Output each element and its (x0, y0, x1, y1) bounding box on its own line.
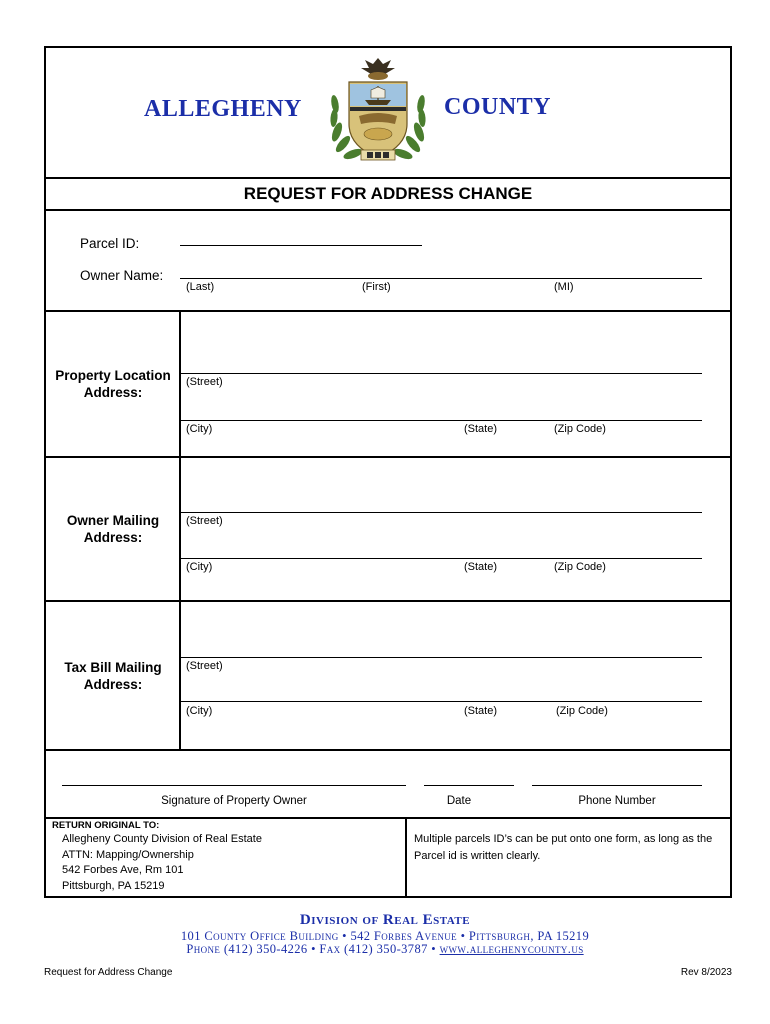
tax-city-field[interactable] (180, 701, 702, 702)
header-right-word: COUNTY (444, 94, 552, 120)
owner-street-field[interactable] (180, 512, 702, 513)
footer-website-link[interactable]: www.alleghenycounty.us (439, 942, 584, 956)
section-label-line1: Tax Bill Mailing (64, 660, 162, 675)
return-line: 542 Forbes Ave, Rm 101 (62, 864, 184, 876)
parcel-id-label: Parcel ID: (80, 236, 140, 251)
owner-state-caption: (State) (464, 561, 498, 573)
tax-state-caption: (State) (464, 705, 498, 717)
footer-phone-fax: Phone (412) 350-4226 • Fax (412) 350-3787 • (186, 942, 440, 956)
signature-field[interactable] (62, 785, 406, 786)
section-label-line2: Address: (83, 530, 143, 545)
tax-street-caption: (Street) (186, 660, 223, 672)
phone-field[interactable] (532, 785, 702, 786)
form-revision: Rev 8/2023 (680, 967, 732, 978)
property-street-field[interactable] (180, 373, 702, 374)
owner-city-field[interactable] (180, 558, 702, 559)
tax-bill-mailing-label (46, 659, 180, 693)
date-field[interactable] (424, 785, 514, 786)
form-title: REQUEST FOR ADDRESS CHANGE (243, 184, 533, 203)
section-divider-1 (44, 456, 732, 458)
owner-name-label: Owner Name: (80, 268, 164, 283)
sections-top-divider (44, 310, 732, 312)
phone-label: Phone Number (578, 795, 656, 807)
property-zip-caption: (Zip Code) (554, 423, 606, 435)
county-seal-icon (325, 54, 431, 172)
tax-street-field[interactable] (180, 657, 702, 658)
owner-city-caption: (City) (186, 561, 213, 573)
section-label-line2: Address: (83, 385, 143, 400)
return-divider (44, 817, 732, 819)
return-line: Pittsburgh, PA 15219 (62, 880, 165, 892)
owner-street-caption: (Street) (186, 515, 223, 527)
parcel-id-field[interactable] (180, 245, 422, 246)
form-name: Request for Address Change (44, 967, 173, 978)
owner-mi-caption: (MI) (554, 281, 574, 293)
owner-name-field[interactable] (180, 278, 702, 279)
section-label-line1: Owner Mailing (66, 513, 160, 528)
property-street-caption: (Street) (186, 376, 223, 388)
title-divider (44, 209, 732, 211)
return-title: RETURN ORIGINAL TO: (52, 820, 160, 831)
owner-mailing-label (46, 512, 180, 546)
section-label-line2: Address: (83, 677, 143, 692)
section-divider-2 (44, 600, 732, 602)
date-label: Date (446, 795, 472, 807)
multiple-parcels-note: Multiple parcels ID’s can be put onto one form, as long as the Parcel id is written clearly. (414, 833, 713, 862)
owner-last-caption: (Last) (186, 281, 215, 293)
form-frame (44, 46, 732, 898)
footer-division-title: Division of Real Estate (299, 912, 471, 928)
header-divider (44, 177, 732, 179)
property-location-label (46, 367, 180, 401)
property-state-caption: (State) (464, 423, 498, 435)
sections-bottom-divider (44, 749, 732, 751)
footer-contact (0, 942, 770, 957)
return-vertical-divider (405, 817, 407, 897)
section-label-line1: Property Location (55, 368, 171, 383)
owner-zip-caption: (Zip Code) (554, 561, 606, 573)
property-city-caption: (City) (186, 423, 213, 435)
signature-label: Signature of Property Owner (161, 795, 307, 807)
property-city-field[interactable] (180, 420, 702, 421)
tax-zip-caption: (Zip Code) (556, 705, 608, 717)
return-line: Allegheny County Division of Real Estate (62, 833, 262, 845)
return-line: ATTN: Mapping/Ownership (62, 849, 194, 861)
owner-first-caption: (First) (362, 281, 391, 293)
footer-address: 101 County Office Building • 542 Forbes Avenue • Pittsburgh, PA 15219 (180, 929, 590, 943)
header-left-word: ALLEGHENY (144, 96, 302, 122)
tax-city-caption: (City) (186, 705, 213, 717)
